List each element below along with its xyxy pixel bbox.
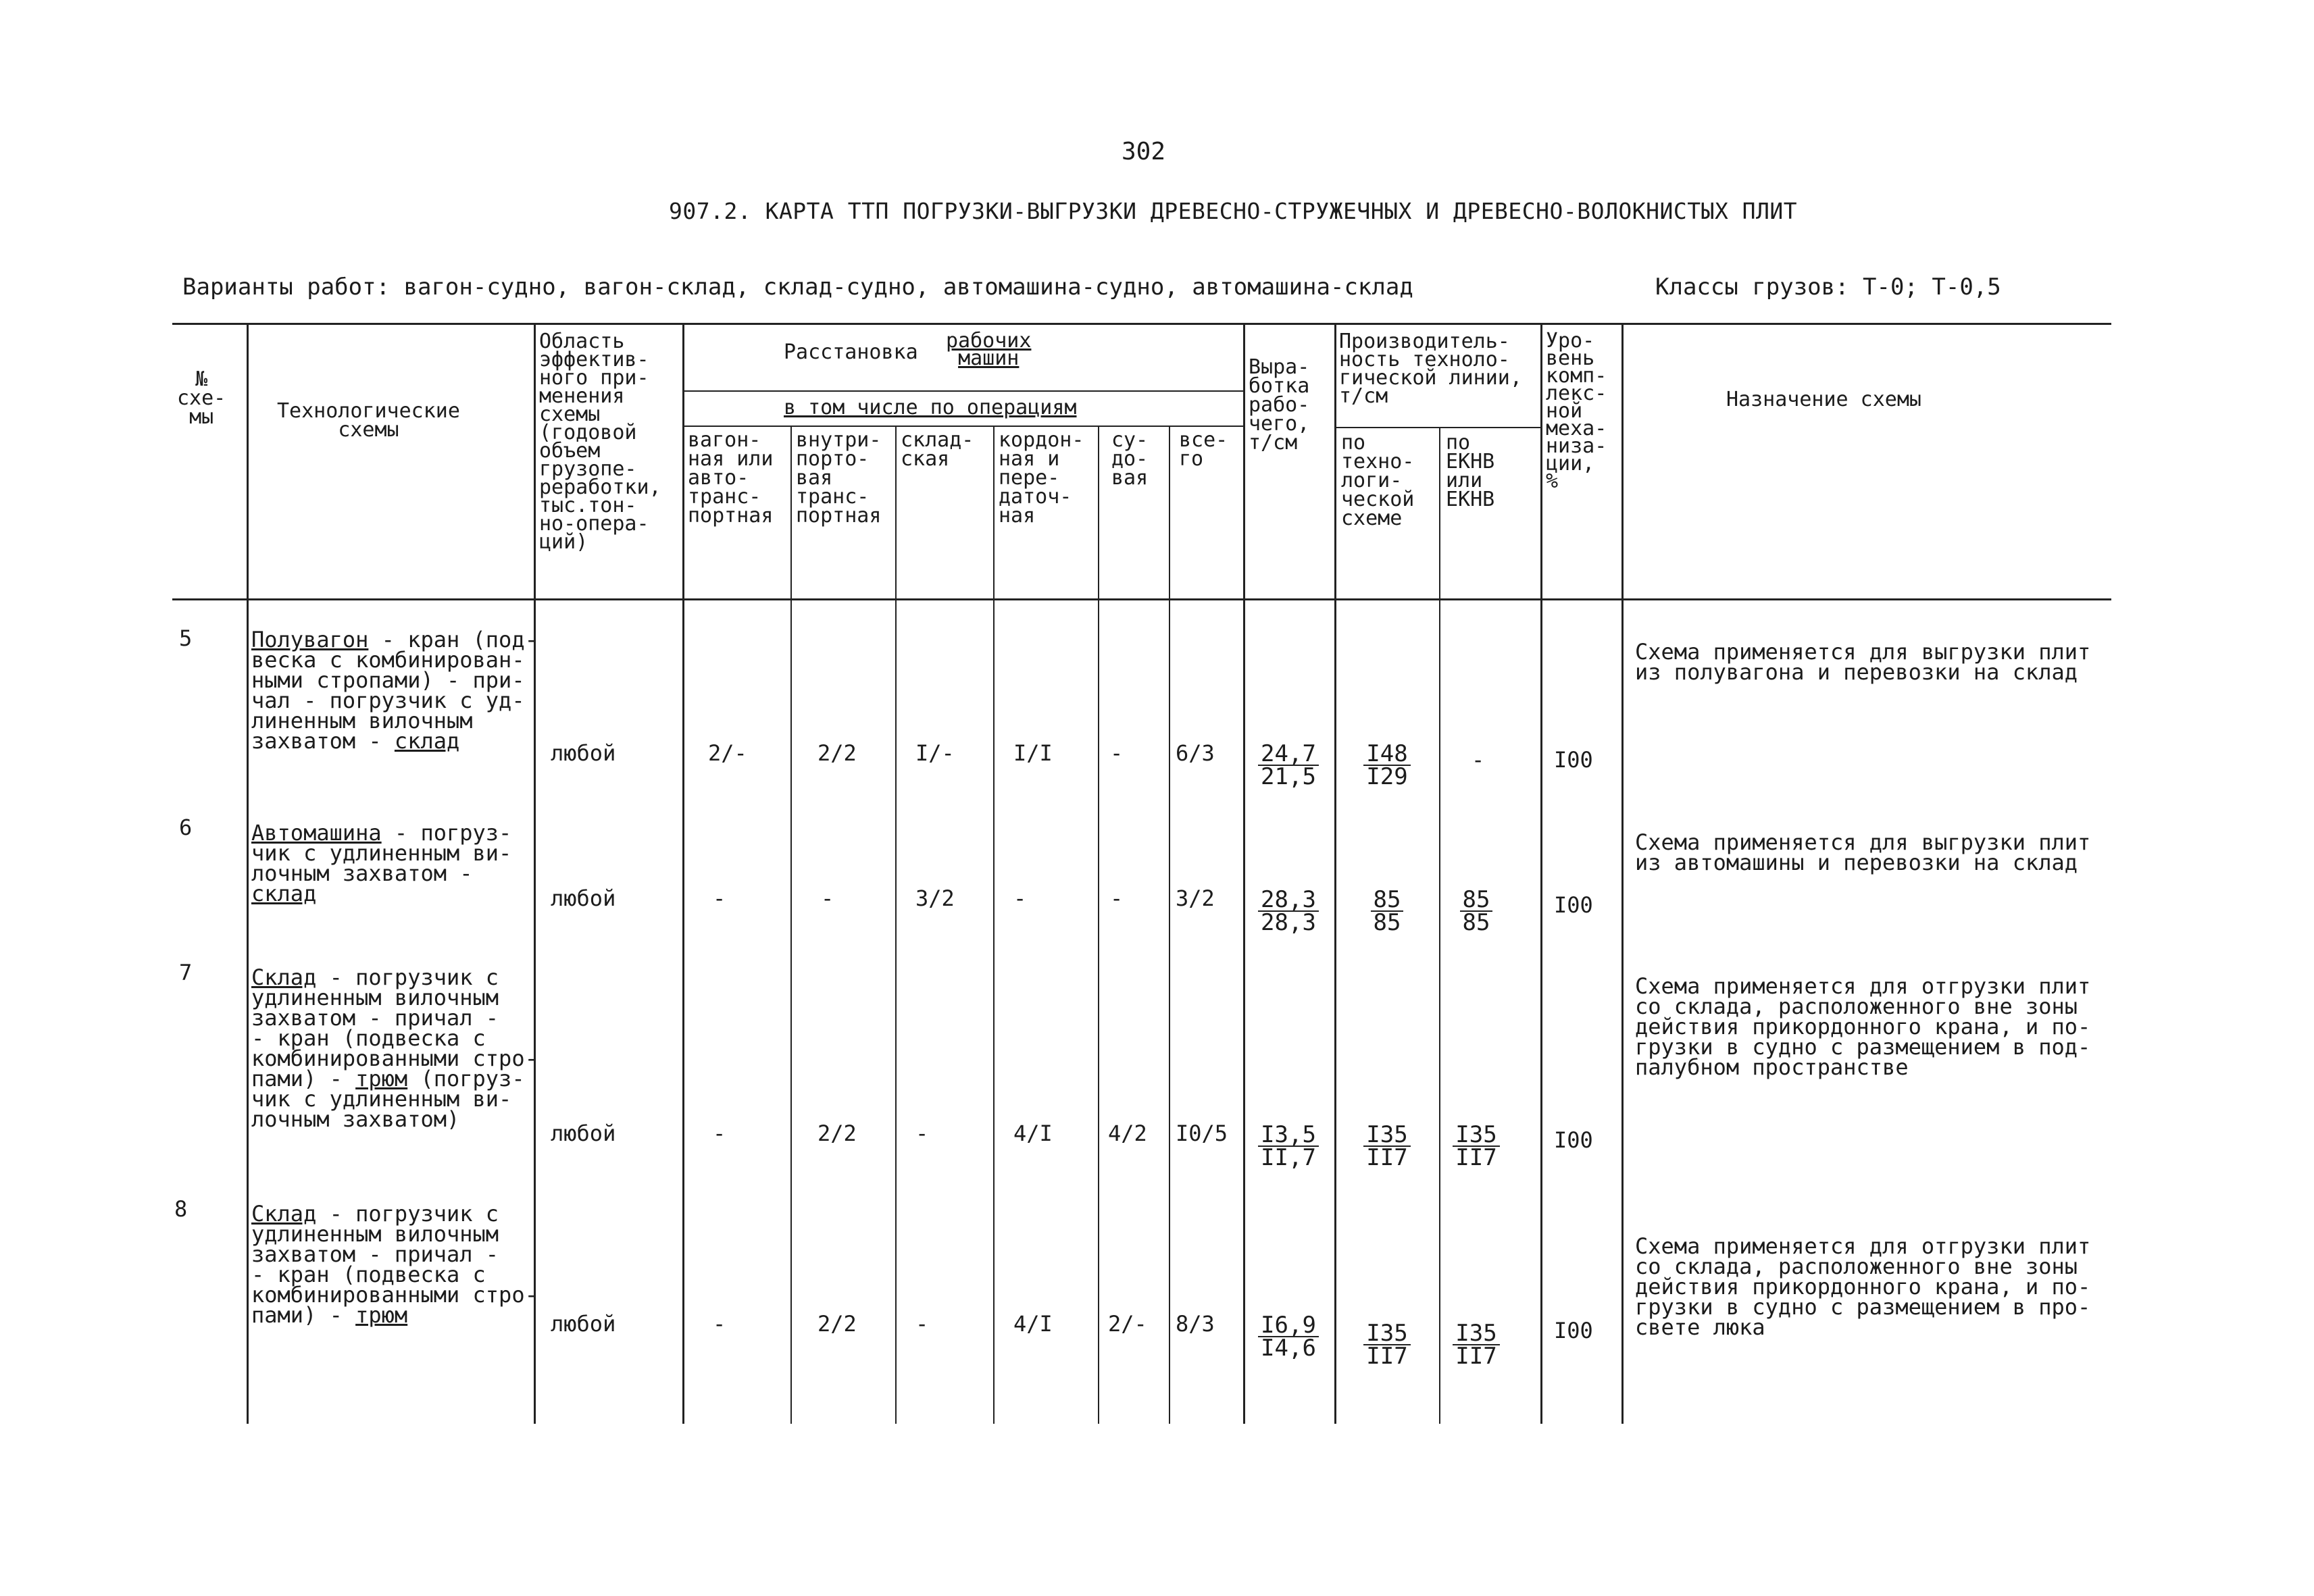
header-mechanization-level: Уро- вень комп- лекс- ной меха- низа- ции, % (1546, 329, 1607, 493)
header-op-wagon: вагон- ная или авто- транс- портная (688, 428, 774, 527)
header-placement-suffix: рабочих машин (946, 329, 1032, 370)
row-application-area: любой (551, 740, 616, 766)
row-op-cordon: I/I (1013, 740, 1053, 766)
row-op-total: 6/3 (1176, 740, 1215, 766)
row-prod-ekhnv: $\frac{85}{85}$ (1432, 889, 1520, 933)
row-scheme-number: 5 (179, 625, 193, 651)
header-application-area: Область эффектив- ного при- менения схемы (годовой объем грузопе- реработки, тыс.тон- но-опера- ций) (539, 330, 661, 554)
row-tech-scheme: Автомашина - погруз- чик с удлиненным ви- лочным захватом - склад (251, 820, 512, 906)
row-worker-output: $\frac{I6,9}{I4,6}$ (1244, 1314, 1332, 1359)
row-mechanization-level: I00 (1554, 1318, 1593, 1343)
row-prod-ekhnv: $\frac{I35}{II7}$ (1432, 1124, 1520, 1168)
row-prod-tech: $\frac{I35}{II7}$ (1343, 1124, 1431, 1168)
row-op-total: 3/2 (1176, 885, 1215, 911)
row-op-inner: 2/2 (818, 1311, 857, 1337)
header-op-total: все- го (1179, 428, 1228, 471)
row-tech-scheme: Склад - погрузчик с удлиненным вилочным захватом - причал - - кран (подвеска с комбинированными стро- пами) - трюм (погруз- чик с удлиненным ви- лочным захватом) (251, 964, 538, 1132)
row-op-warehouse: I/- (915, 740, 955, 766)
row-op-cordon: - (1013, 885, 1027, 911)
row-tech-scheme: Склад - погрузчик с удлиненным вилочным захватом - причал - - кран (подвеска с комбинированными стро- пами) - трюм (251, 1201, 538, 1328)
row-op-cordon: 4/I (1013, 1311, 1053, 1337)
header-productivity: Производитель- ность техноло- гической линии, т/см (1339, 330, 1522, 408)
header-op-warehouse: склад- ская (901, 428, 974, 471)
row-op-cordon: 4/I (1013, 1121, 1053, 1146)
row-op-ship: - (1110, 740, 1124, 766)
row-scheme-number: 6 (179, 815, 193, 840)
header-scheme-number: № схе- мы (177, 367, 226, 429)
row-worker-output: $\frac{I3,5}{II,7}$ (1244, 1124, 1332, 1168)
row-scheme-purpose: Схема применяется для выгрузки плит из автомашины и перевозки на склад (1635, 829, 2091, 875)
row-op-warehouse: - (915, 1121, 929, 1146)
row-op-ship: - (1110, 885, 1124, 911)
document-title: 907.2. КАРТА ТТП ПОГРУЗКИ-ВЫГРУЗКИ ДРЕВЕСНО-СТРУЖЕЧНЫХ И ДРЕВЕСНО-ВОЛОКНИСТЫХ ПЛИТ (669, 198, 1798, 224)
row-mechanization-level: I00 (1554, 892, 1593, 918)
row-op-ship: 4/2 (1108, 1121, 1147, 1146)
row-scheme-purpose: Схема применяется для отгрузки плит со склада, расположенного вне зоны действия прикордонного крана, и по- грузки в судно с размещением в про- свете люка (1635, 1233, 2091, 1340)
header-including-operations: в том числе по операциям (784, 396, 1077, 419)
row-op-ship: 2/- (1108, 1311, 1147, 1337)
header-placement-prefix: Расстановка (784, 340, 918, 364)
header-tech-schemes: Технологические схемы (277, 399, 460, 442)
row-tech-scheme: Полувагон - кран (под- веска с комбинирован- ными стропами) - при- чал - погрузчик с уд- линенным вилочным захватом - склад (251, 627, 538, 754)
row-op-inner: - (821, 885, 834, 911)
row-op-wagon: - (713, 1311, 726, 1337)
row-application-area: любой (551, 885, 616, 911)
row-application-area: любой (551, 1121, 616, 1146)
row-worker-output: $\frac{24,7}{21,5}$ (1244, 743, 1332, 788)
work-variants: Варианты работ: вагон-судно, вагон-склад, склад-судно, автомашина-судно, автомашина-склад (182, 274, 1413, 301)
row-prod-ekhnv: $\frac{I35}{II7}$ (1432, 1322, 1520, 1367)
header-worker-output: Выра- ботка рабо- чего, т/см (1249, 355, 1310, 455)
row-op-inner: 2/2 (818, 740, 857, 766)
row-prod-ekhnv: - (1472, 747, 1485, 773)
row-op-inner: 2/2 (818, 1121, 857, 1146)
page-number: 302 (1122, 138, 1166, 165)
row-op-wagon: 2/- (708, 740, 747, 766)
row-op-total: I0/5 (1176, 1121, 1228, 1146)
row-prod-tech: $\frac{I48}{I29}$ (1343, 743, 1431, 788)
header-prod-ekhnv: по ЕКНВ или ЕКНВ (1446, 431, 1495, 511)
row-application-area: любой (551, 1311, 616, 1337)
row-scheme-number: 7 (179, 960, 193, 985)
row-prod-tech: $\frac{I35}{II7}$ (1343, 1322, 1431, 1367)
row-op-warehouse: 3/2 (915, 885, 955, 911)
row-mechanization-level: I00 (1554, 1127, 1593, 1153)
row-worker-output: $\frac{28,3}{28,3}$ (1244, 889, 1332, 933)
row-prod-tech: $\frac{85}{85}$ (1343, 889, 1431, 933)
header-op-ship: су- до- вая (1111, 428, 1149, 490)
row-op-warehouse: - (915, 1311, 929, 1337)
cargo-classes: Классы грузов: Т-0; Т-0,5 (1655, 274, 2001, 301)
header-prod-tech-scheme: по техно- логи- ческой схеме (1341, 431, 1415, 530)
row-op-wagon: - (713, 885, 726, 911)
header-op-inner: внутри- порто- вая транс- портная (796, 428, 882, 527)
row-mechanization-level: I00 (1554, 747, 1593, 773)
row-op-wagon: - (713, 1121, 726, 1146)
header-op-cordon: кордон- ная и пере- даточ- ная (999, 428, 1084, 527)
row-op-total: 8/3 (1176, 1311, 1215, 1337)
row-scheme-purpose: Схема применяется для выгрузки плит из полувагона и перевозки на склад (1635, 639, 2091, 685)
header-scheme-purpose: Назначение схемы (1726, 388, 1921, 411)
row-scheme-number: 8 (174, 1196, 188, 1222)
row-scheme-purpose: Схема применяется для отгрузки плит со склада, расположенного вне зоны действия прикордонного крана, и по- грузки в судно с размещением в под- палубном пространстве (1635, 973, 2091, 1080)
